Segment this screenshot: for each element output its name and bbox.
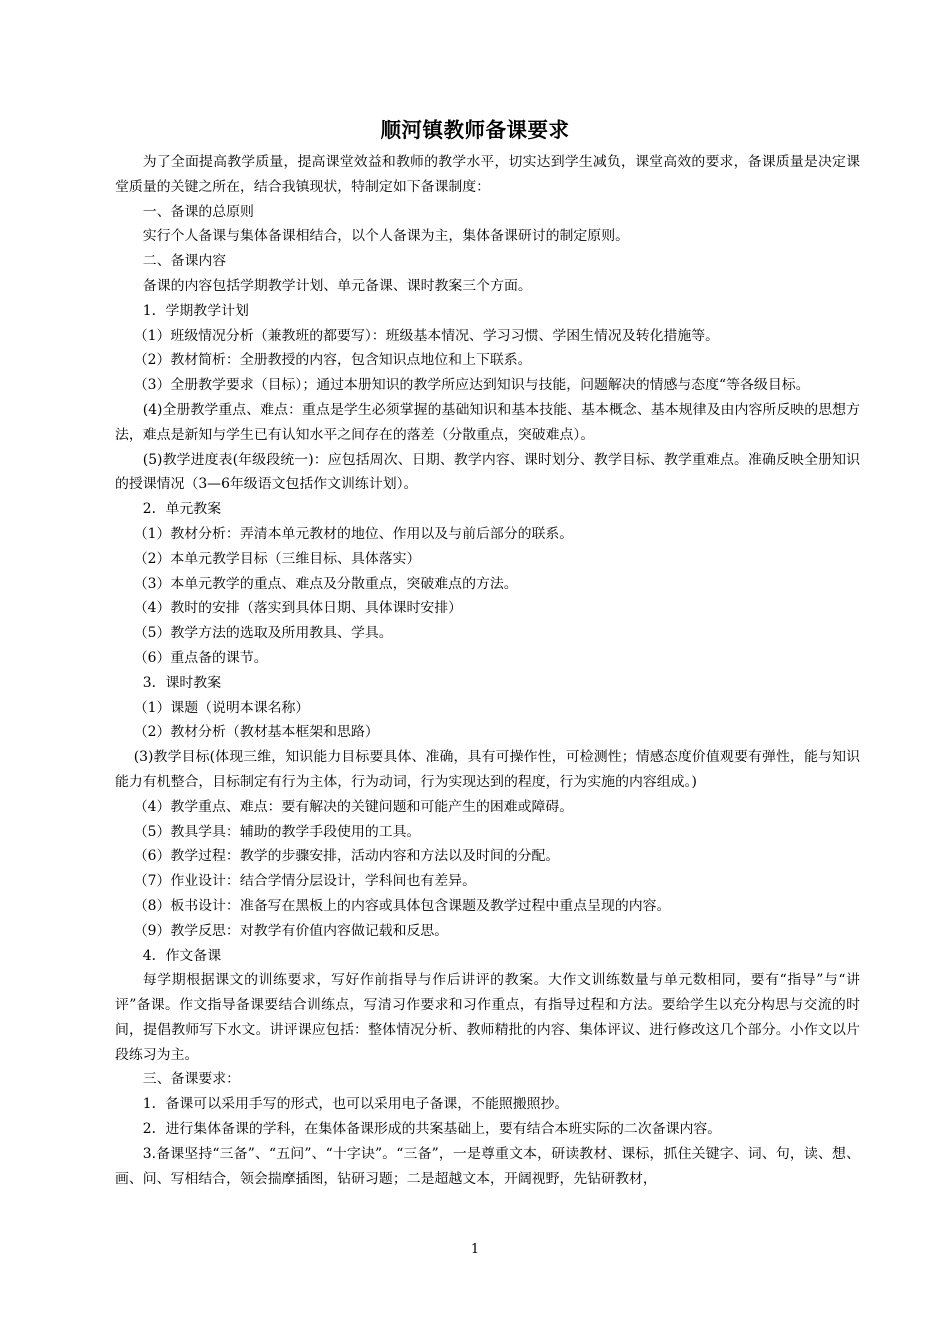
paragraph: 备课的内容包括学期教学计划、单元备课、课时教案三个方面。 <box>142 277 532 294</box>
paragraph: （2）教材分析（教材基本框架和思路） <box>133 724 379 741</box>
paragraph: 1．学期教学计划 <box>142 302 249 319</box>
paragraph: 实行个人备课与集体备课相结合，以个人备课为主，集体备课研讨的制定原则。 <box>142 228 629 245</box>
paragraph: （4）教时的安排（落实到具体日期、具体课时安排） <box>133 600 463 617</box>
paragraph: （2）教材简析：全册教授的内容，包含知识点地位和上下联系。 <box>133 352 532 369</box>
paragraph: （5）教具学具：辅助的教学手段使用的工具。 <box>133 823 421 840</box>
paragraph: (5)教学进度表(年级段统一)：应包括周次、日期、教学内容、课时划分、教学目标、教学重难点。准确反映全册知识的授课情况（3—6年级语文包括作文训练计划）。 <box>115 451 860 493</box>
paragraph: （1）课题（说明本课名称） <box>133 699 310 716</box>
page-number: 1 <box>470 1242 480 1257</box>
paragraph: （1）教材分析：弄清本单元教材的地位、作用以及与前后部分的联系。 <box>133 525 574 542</box>
paragraph: 三、备课要求： <box>142 1071 241 1088</box>
paragraph: （7）作业设计：结合学情分层设计，学科间也有差异。 <box>133 873 476 890</box>
paragraph: （4）教学重点、难点：要有解决的关键问题和可能产生的困难或障碍。 <box>133 798 574 815</box>
paragraph: 4．作文备课 <box>142 947 222 964</box>
paragraph: （3）全册教学要求（目标）；通过本册知识的教学所应达到知识与技能，问题解决的情感与态度“等各级目标。 <box>133 377 810 394</box>
paragraph: 2．进行集体备课的学科，在集体备课形成的共案基础上，要有结合本班实际的二次备课内容。 <box>142 1121 722 1138</box>
paragraph: （5）教学方法的选取及所用教具、学具。 <box>133 625 393 642</box>
paragraph: （6）教学过程：教学的步骤安排，活动内容和方法以及时间的分配。 <box>133 848 560 865</box>
paragraph: 2．单元教案 <box>142 501 222 518</box>
paragraph: 3.备课坚持“三备”、“五问”、“十字诀”。“三备”，一是尊重文本，研读教材、课标，抓住关键字、词、句，读、想、画、问、写相结合，领会揣摩插图，钻研习题；二是超越文本，开阔视野，先钻研教材， <box>115 1145 860 1187</box>
paragraph: （9）教学反思：对教学有价值内容做记载和反思。 <box>133 922 449 939</box>
paragraph: （6）重点备的课节。 <box>133 649 268 666</box>
paragraph: （1）班级情况分析（兼教班的都要写）：班级基本情况、学习习惯、学困生情况及转化措施等。 <box>133 327 720 344</box>
paragraph: 一、备课的总原则 <box>142 203 254 220</box>
paragraph: 3．课时教案 <box>142 674 222 691</box>
paragraph: 为了全面提高教学质量，提高课堂效益和教师的教学水平，切实达到学生减负，课堂高效的要求，备课质量是决定课堂质量的关键之所在，结合我镇现状，特制定如下备课制度： <box>115 154 860 195</box>
paragraph: （2）本单元教学目标（三维目标、具体落实） <box>133 550 421 567</box>
paragraph: 1．备课可以采用手写的形式，也可以采用电子备课，不能照搬照抄。 <box>142 1096 569 1113</box>
paragraph: 每学期根据课文的训练要求，写好作前指导与作后讲评的教案。大作文训练数量与单元数相同，要有“指导”与“讲评”备课。作文指导备课要结合训练点，写清习作要求和习作重点，有指导过程和方法。要给学生以充分构思与交流的时间，提倡教师写下水文。讲评课应包括：整体情况分析、教师精批的内容、集体评议、进行修改这几个部分。小作文以片段练习为主。 <box>115 972 860 1063</box>
document-title: 顺河镇教师备课要求 <box>380 118 570 142</box>
paragraph: (3)教学目标(体现三维，知识能力目标要具体、准确，具有可操作性，可检测性；情感态度价值观要有弹性，能与知识能力有机整合，目标制定有行为主体，行为动词，行为实现达到的程度，行为实施的内容组成。) <box>115 749 860 790</box>
paragraph: (4)全册教学重点、难点：重点是学生必须掌握的基础知识和基本技能、基本概念、基本规律及由内容所反映的思想方法，难点是新知与学生已有认知水平之间存在的落差（分散重点，突破难点）。 <box>115 401 860 443</box>
document-body <box>115 150 860 1191</box>
paragraph: 二、备课内容 <box>142 253 227 270</box>
paragraph: （3）本单元教学的重点、难点及分散重点，突破难点的方法。 <box>133 575 518 592</box>
paragraph: （8）板书设计：准备写在黑板上的内容或具体包含课题及教学过程中重点呈现的内容。 <box>133 897 671 914</box>
